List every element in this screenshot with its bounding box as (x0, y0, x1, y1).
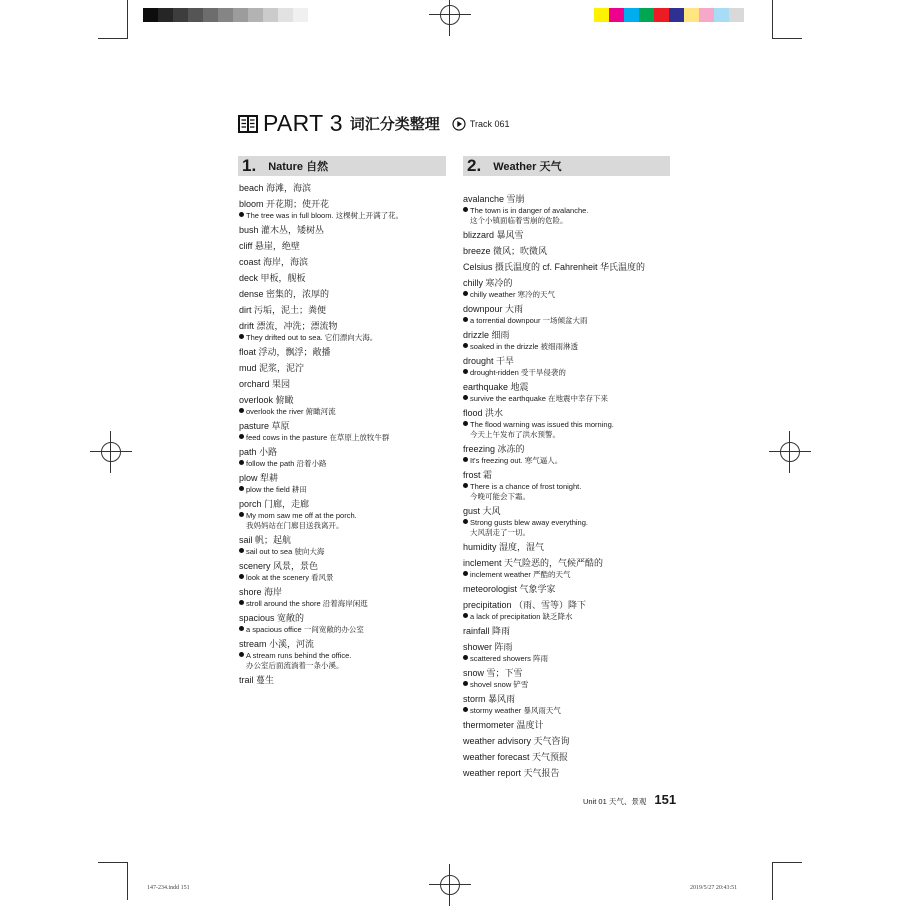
gray-swatch (263, 8, 278, 22)
vocab-word: overlook 俯瞰 (239, 395, 294, 405)
example-sentence (463, 420, 678, 430)
bullet-icon (239, 486, 244, 491)
bullet-icon (239, 408, 244, 413)
color-swatch (669, 8, 684, 22)
vocab-entry (463, 667, 678, 690)
gray-swatch (278, 8, 293, 22)
crop-mark (772, 0, 773, 38)
vocab-word: storm 暴风雨 (463, 694, 516, 704)
vocab-word: coast 海岸，海滨 (239, 257, 309, 267)
vocab-word: frost 霜 (463, 470, 493, 480)
vocab-entry (463, 329, 678, 352)
vocab-entry (239, 498, 454, 531)
vocab-word: freezing 冰冻的 (463, 444, 525, 454)
example-sentence (239, 573, 454, 583)
vocab-word: drizzle 细雨 (463, 330, 510, 340)
bullet-icon (463, 707, 468, 712)
vocab-entry (239, 272, 454, 285)
vocab-entry (463, 557, 678, 580)
vocab-entry (463, 261, 678, 274)
process-color-bar (594, 8, 744, 22)
vocab-entry (239, 674, 454, 687)
example-text: shovel snow 铲雪 (470, 680, 529, 689)
vocab-entry (239, 362, 454, 375)
section-header-nature (238, 156, 446, 176)
example-text: a spacious office 一间宽敞的办公室 (246, 625, 364, 634)
example-sentence (239, 599, 454, 609)
color-swatch (594, 8, 609, 22)
vocab-entry (239, 320, 454, 343)
example-sentence (463, 206, 678, 216)
example-sentence (463, 342, 678, 352)
vocab-word: drift 漂流，冲洗；漂流物 (239, 321, 338, 331)
gray-swatch (248, 8, 263, 22)
color-swatch (609, 8, 624, 22)
example-text: look at the scenery 看风景 (246, 573, 334, 582)
vocab-word: bush 灌木丛，矮树丛 (239, 225, 325, 235)
crop-mark (98, 862, 128, 863)
vocab-word: gust 大风 (463, 506, 501, 516)
bullet-icon (463, 655, 468, 660)
example-text: My mom saw me off at the porch. (246, 511, 357, 520)
vocab-entry (463, 719, 678, 732)
vocab-word: spacious 宽敞的 (239, 613, 305, 623)
vocab-word: stream 小溪，河流 (239, 639, 315, 649)
vocab-entry (463, 735, 678, 748)
registration-mark-left (96, 437, 126, 467)
color-swatch (654, 8, 669, 22)
section-number: 1. (242, 156, 257, 175)
vocab-entry (463, 407, 678, 440)
vocab-word: pasture 草原 (239, 421, 290, 431)
crop-mark (772, 862, 802, 863)
example-text: stroll around the shore 沿着海岸闲逛 (246, 599, 368, 608)
book-icon (238, 115, 258, 133)
track-label: Track 061 (469, 118, 510, 129)
vocab-entry (463, 193, 678, 226)
slug-file-info: 147-234.indd 151 (147, 885, 190, 891)
example-sentence (239, 547, 454, 557)
vocab-entry (463, 303, 678, 326)
gray-swatch (233, 8, 248, 22)
bullet-icon (239, 548, 244, 553)
gray-swatch (293, 8, 308, 22)
nature-word-list (239, 182, 454, 690)
vocab-entry (239, 346, 454, 359)
gray-swatch (173, 8, 188, 22)
example-sentence (463, 518, 678, 528)
vocab-word: deck 甲板，舰板 (239, 273, 306, 283)
part-title-cn: 词汇分类整理 (349, 115, 440, 133)
example-text: overlook the river 俯瞰河流 (246, 407, 336, 416)
example-text: feed cows in the pasture 在草原上放牧牛群 (246, 433, 390, 442)
example-text: The flood warning was issued this morning. (470, 420, 614, 429)
vocab-entry (239, 534, 454, 557)
example-text: scattered showers 阵雨 (470, 654, 548, 663)
example-text: They drifted out to sea. 它们漂向大海。 (246, 333, 378, 342)
example-text: inclement weather 严酷的天气 (470, 570, 571, 579)
gray-swatch (203, 8, 218, 22)
vocab-word: orchard 果园 (239, 379, 291, 389)
example-text: Strong gusts blew away everything. (470, 518, 588, 527)
grayscale-color-bar (143, 8, 308, 22)
example-sentence (239, 211, 454, 221)
bullet-icon (239, 212, 244, 217)
vocab-word: path 小路 (239, 447, 278, 457)
example-sentence (239, 433, 454, 443)
example-sentence (463, 482, 678, 492)
vocab-word: porch 门廊，走廊 (239, 499, 310, 509)
vocab-entry (463, 229, 678, 242)
example-sentence (239, 485, 454, 495)
vocab-word: snow 雪；下雪 (463, 668, 523, 678)
color-swatch (624, 8, 639, 22)
vocab-entry (239, 288, 454, 301)
page-title (238, 110, 510, 137)
example-text: a torrential downpour 一场倾盆大雨 (470, 316, 588, 325)
example-sentence (463, 612, 678, 622)
vocab-entry (463, 355, 678, 378)
vocab-entry (239, 446, 454, 469)
vocab-word: chilly 寒冷的 (463, 278, 513, 288)
example-sentence (463, 654, 678, 664)
example-text: sail out to sea 驶向大海 (246, 547, 325, 556)
vocab-entry (239, 198, 454, 221)
bullet-icon (463, 421, 468, 426)
vocab-word: earthquake 地震 (463, 382, 529, 392)
example-sentence (463, 570, 678, 580)
registration-mark-bottom (435, 870, 465, 900)
vocab-word: float 浮动，飘浮；敞播 (239, 347, 331, 357)
vocab-word: shore 海岸 (239, 587, 283, 597)
play-track-icon[interactable] (452, 117, 466, 131)
example-translation: 办公室后面流淌着一条小溪。 (246, 661, 344, 670)
vocab-word: weather advisory 天气咨询 (463, 736, 570, 746)
vocab-entry (463, 245, 678, 258)
vocab-word: drought 干旱 (463, 356, 515, 366)
vocab-entry (239, 182, 454, 195)
vocab-word: scenery 风景，景色 (239, 561, 319, 571)
vocab-entry (463, 505, 678, 538)
bullet-icon (463, 207, 468, 212)
slug-timestamp: 2019/5/27 20:43:51 (690, 885, 738, 891)
vocab-word: thermometer 温度计 (463, 720, 544, 730)
vocab-word: breeze 微风；吹微风 (463, 246, 548, 256)
vocab-word: Celsius 摄氏温度的 cf. Fahrenheit 华氏温度的 (463, 262, 646, 272)
page-number: 151 (654, 792, 677, 807)
vocab-word: bloom 开花期；使开花 (239, 199, 330, 209)
bullet-icon (239, 460, 244, 465)
bullet-icon (239, 512, 244, 517)
section-number: 2. (467, 156, 482, 175)
vocab-word: meteorologist 气象学家 (463, 584, 556, 594)
vocab-entry (239, 240, 454, 253)
vocab-word: beach 海滩，海滨 (239, 183, 312, 193)
color-swatch (639, 8, 654, 22)
example-sentence (239, 459, 454, 469)
vocab-word: blizzard 暴风雪 (463, 230, 524, 240)
example-text: soaked in the drizzle 被细雨淋透 (470, 342, 578, 351)
vocab-entry (463, 693, 678, 716)
registration-mark-right (775, 437, 805, 467)
example-text: a lack of precipitation 缺乏降水 (470, 612, 573, 621)
vocab-entry (239, 304, 454, 317)
example-translation: 这个小镇面临着雪崩的危险。 (470, 216, 568, 225)
vocab-entry (239, 394, 454, 417)
example-text: stormy weather 暴风雨天气 (470, 706, 561, 715)
vocab-word: dirt 污垢，泥土；粪便 (239, 305, 327, 315)
example-sentence (239, 651, 454, 661)
bullet-icon (463, 519, 468, 524)
vocab-word: inclement 天气险恶的，气候严酷的 (463, 558, 604, 568)
vocab-entry (239, 472, 454, 495)
example-translation: 今天上午发布了洪水预警。 (470, 430, 560, 439)
vocab-entry (239, 612, 454, 635)
example-translation: 今晚可能会下霜。 (470, 492, 530, 501)
vocab-entry (463, 767, 678, 780)
bullet-icon (463, 395, 468, 400)
vocab-word: humidity 湿度，湿气 (463, 542, 545, 552)
vocab-entry (239, 638, 454, 671)
crop-mark (772, 862, 773, 900)
registration-mark-top (435, 0, 465, 30)
vocab-entry (463, 751, 678, 764)
example-sentence (239, 511, 454, 521)
page-footer (583, 792, 676, 807)
vocab-word: downpour 大雨 (463, 304, 524, 314)
crop-mark (127, 862, 128, 900)
vocab-word: weather report 天气报告 (463, 768, 560, 778)
example-text: The town is in danger of avalanche. (470, 206, 589, 215)
section-title: Weather 天气 (493, 161, 562, 173)
unit-label: Unit 01 天气、景观 (583, 797, 647, 806)
color-swatch (699, 8, 714, 22)
color-swatch (714, 8, 729, 22)
example-sentence (463, 316, 678, 326)
vocab-entry (239, 586, 454, 609)
example-text: plow the field 耕田 (246, 485, 307, 494)
bullet-icon (463, 343, 468, 348)
bullet-icon (463, 291, 468, 296)
vocab-word: avalanche 雪崩 (463, 194, 525, 204)
bullet-icon (463, 571, 468, 576)
gray-swatch (143, 8, 158, 22)
example-sentence (463, 706, 678, 716)
bullet-icon (463, 681, 468, 686)
example-sentence (463, 290, 678, 300)
example-text: A stream runs behind the office. (246, 651, 352, 660)
vocab-entry (463, 469, 678, 502)
bullet-icon (239, 626, 244, 631)
bullet-icon (463, 457, 468, 462)
example-sentence (239, 407, 454, 417)
vocab-word: weather forecast 天气预报 (463, 752, 569, 762)
example-sentence (463, 368, 678, 378)
gray-swatch (188, 8, 203, 22)
vocab-word: mud 泥浆，泥泞 (239, 363, 305, 373)
vocab-entry (239, 224, 454, 237)
vocab-entry (463, 599, 678, 622)
example-sentence (239, 625, 454, 635)
example-text: The tree was in full bloom. 这棵树上开满了花。 (246, 211, 404, 220)
example-translation: 我妈妈站在门廊目送我离开。 (246, 521, 344, 530)
vocab-entry (463, 625, 678, 638)
vocab-word: flood 洪水 (463, 408, 504, 418)
vocab-word: plow 犁耕 (239, 473, 279, 483)
vocab-word: precipitation （雨、雪等）降下 (463, 600, 587, 610)
vocab-word: shower 阵雨 (463, 642, 513, 652)
color-swatch (729, 8, 744, 22)
bullet-icon (239, 600, 244, 605)
example-text: follow the path 沿着小路 (246, 459, 327, 468)
gray-swatch (158, 8, 173, 22)
vocab-entry (463, 381, 678, 404)
vocab-entry (463, 443, 678, 466)
example-translation: 大风刮走了一切。 (470, 528, 530, 537)
vocab-entry (239, 378, 454, 391)
vocab-word: trail 蔓生 (239, 675, 275, 685)
gray-swatch (218, 8, 233, 22)
vocab-entry (239, 256, 454, 269)
vocab-entry (463, 583, 678, 596)
section-header-weather (463, 156, 670, 176)
example-text: drought-ridden 受干旱侵袭的 (470, 368, 566, 377)
crop-mark (127, 0, 128, 38)
example-text: It's freezing out. 寒气逼人。 (470, 456, 563, 465)
bullet-icon (463, 483, 468, 488)
vocab-word: cliff 悬崖，绝壁 (239, 241, 300, 251)
example-text: survive the earthquake 在地震中幸存下来 (470, 394, 608, 403)
vocab-entry (239, 560, 454, 583)
bullet-icon (239, 574, 244, 579)
example-sentence (463, 456, 678, 466)
vocab-entry (463, 541, 678, 554)
bullet-icon (239, 434, 244, 439)
bullet-icon (239, 652, 244, 657)
weather-word-list (463, 193, 678, 783)
example-text: There is a chance of frost tonight. (470, 482, 582, 491)
vocab-entry (463, 277, 678, 300)
example-text: chilly weather 寒冷的天气 (470, 290, 556, 299)
bullet-icon (463, 613, 468, 618)
crop-mark (98, 38, 128, 39)
example-sentence (463, 680, 678, 690)
bullet-icon (463, 317, 468, 322)
vocab-word: sail 帆；起航 (239, 535, 292, 545)
bullet-icon (463, 369, 468, 374)
vocab-entry (239, 420, 454, 443)
part-label: PART 3 (263, 110, 343, 136)
vocab-word: dense 密集的，浓厚的 (239, 289, 330, 299)
vocab-entry (463, 641, 678, 664)
example-sentence (463, 394, 678, 404)
color-swatch (684, 8, 699, 22)
vocab-word: rainfall 降雨 (463, 626, 511, 636)
crop-mark (772, 38, 802, 39)
example-sentence (239, 333, 454, 343)
section-title: Nature 自然 (268, 161, 329, 173)
bullet-icon (239, 334, 244, 339)
